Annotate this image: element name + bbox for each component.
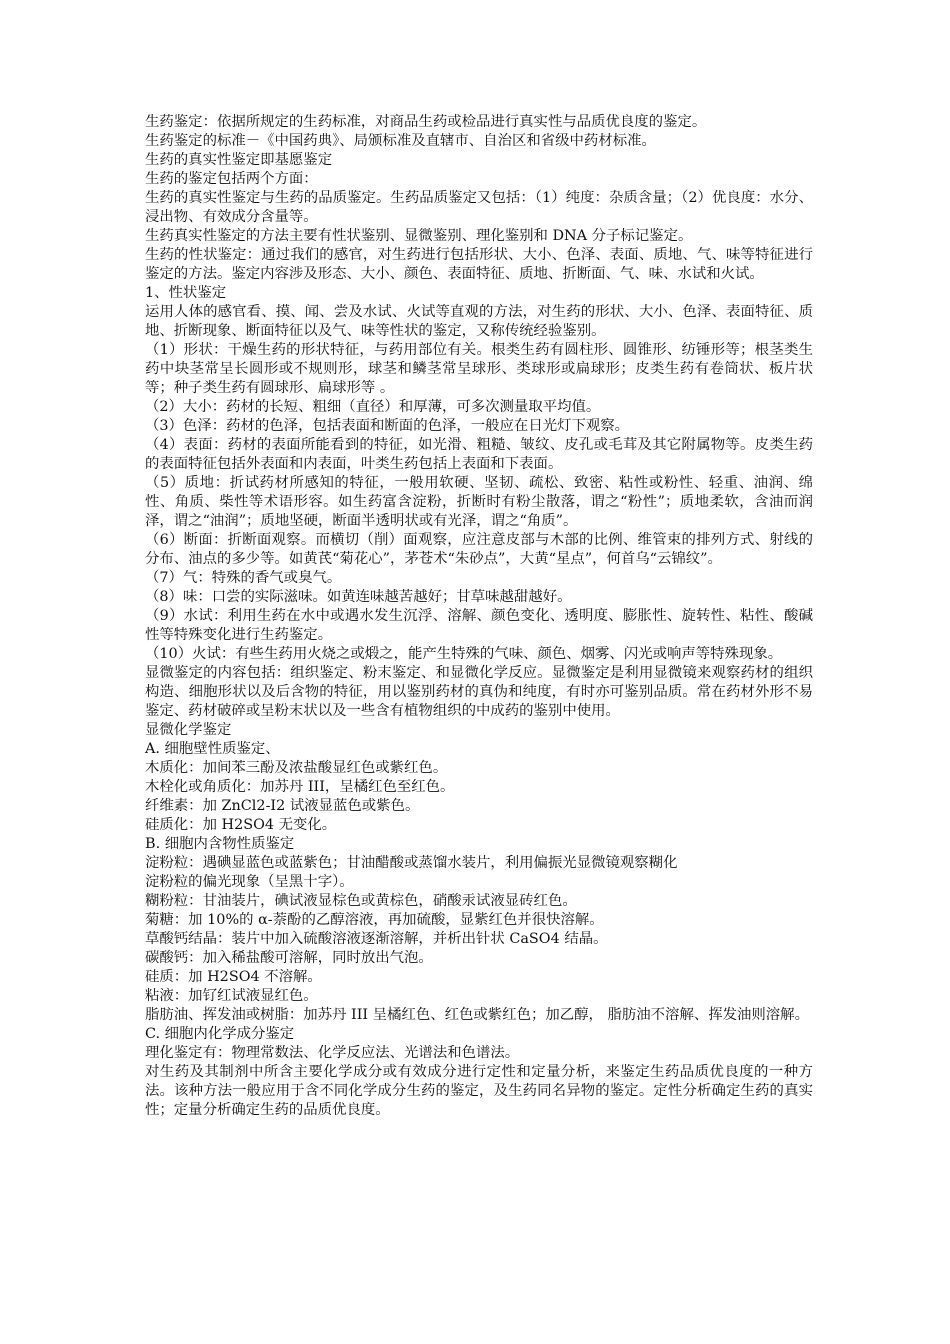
- silica-line: 硅质：加 H2SO4 不溶解。: [145, 969, 322, 985]
- standard-paragraph: 生药鉴定的标准－《中国药典》、局颁标准及直辖市、自治区和省级中药材标准。: [145, 133, 656, 149]
- item-color: （3）色泽：药材的色泽，包括表面和断面的色泽，一般应在日光灯下观察。: [145, 418, 630, 434]
- section-heading-character: 1、性状鉴定: [145, 285, 227, 301]
- calcium-oxalate-line: 草酸钙结晶：装片中加入硫酸溶液逐渐溶解，并析出针状 CaSO4 结晶。: [145, 931, 608, 947]
- item-fracture: （6）断面：折断面观察。而横切（削）面观察，应注意皮部与木部的比例、维管束的排列方式、射线的分布、油点的多少等。如黄芪“菊花心”，茅苍术“朱砂点”，大黄“星点”，何首乌“云锦纹”。: [145, 532, 813, 567]
- character-method-paragraph: 运用人体的感官看、摸、闻、尝及水试、火试等直观的方法，对生药的形状、大小、色泽、表面特征、质地、折断现象、断面特征以及气、味等性状的鉴定，又称传统经验鉴别。: [145, 304, 813, 339]
- subheading-cell-contents: B. 细胞内含物性质鉴定: [145, 836, 295, 852]
- definition-paragraph: 生药鉴定：依据所规定的生药标准，对商品生药或检品进行真实性与品质优良度的鉴定。: [145, 114, 707, 130]
- suberization-line: 木栓化或角质化：加苏丹 III，呈橘红色至红色。: [145, 779, 455, 795]
- item-odor: （7）气：特殊的香气或臭气。: [145, 570, 342, 586]
- item-surface: （4）表面：药材的表面所能看到的特征，如光滑、粗糙、皱纹、皮孔或毛茸及其它附属物等。皮类生药的表面特征包括外表面和内表面，叶类生药包括上表面和下表面。: [145, 437, 813, 472]
- item-texture: （5）质地：折试药材所感知的特征，一般用软硬、坚韧、疏松、致密、粘性或粉性、轻重、油润、绵性、角质、柴性等术语形容。如生药富含淀粉，折断时有粉尘散落，谓之“粉性”；质地柔软，含油而润泽，谓之“油润”；质地坚硬，断面半透明状或有光泽，谓之“角质”。: [145, 475, 813, 529]
- microscopic-paragraph: 显微鉴定的内容包括：组织鉴定、粉末鉴定、和显微化学反应。显微鉴定是利用显微镜来观察药材的组织构造、细胞形状以及后含物的特征，用以鉴别药材的真伪和纯度，有时亦可鉴别品质。常在药材外形不易鉴定、药材破碎或呈粉末状以及一些含有植物组织的中成药的鉴别中使用。: [145, 665, 813, 719]
- calcium-carbonate-line: 碳酸钙：加入稀盐酸可溶解，同时放出气泡。: [145, 950, 433, 966]
- item-shape: （1）形状：干燥生药的形状特征，与药用部位有关。根类生药有圆柱形、圆锥形、纺锤形等；根茎类生药中块茎常呈长圆形或不规则形，球茎和鳞茎常呈球形、类球形或扁球形；皮类生药有卷筒状、板片状等；种子类生药有圆球形、扁球形等 。: [145, 342, 813, 396]
- subheading-chemical-constituents: C. 细胞内化学成分鉴定: [145, 1026, 295, 1042]
- item-taste: （8）味：口尝的实际滋味。如黄连味越苦越好；甘草味越甜越好。: [145, 589, 572, 605]
- inulin-line: 菊糖：加 10%的 α-萘酚的乙醇溶液，再加硫酸，显紫红色并很快溶解。: [145, 912, 604, 928]
- lignification-line: 木质化：加间苯三酚及浓盐酸显红色或紫红色。: [145, 760, 448, 776]
- character-identification-paragraph: 生药的性状鉴定：通过我们的感官，对生药进行包括形状、大小、色泽、表面、质地、气、味等特征进行鉴定的方法。鉴定内容涉及形态、大小、颜色、表面特征、质地、折断面、气、味、水试和火试。: [145, 247, 813, 282]
- mucilage-line: 粘液：加钌红试液显红色。: [145, 988, 318, 1004]
- item-fire-test: （10）火试：有些生药用火烧之或煅之，能产生特殊的气味、颜色、烟雾、闪光或响声等特殊现象。: [145, 646, 783, 662]
- cellulose-line: 纤维素：加 ZnCl2-I2 试液显蓝色或紫色。: [145, 798, 420, 814]
- authenticity-line: 生药的真实性鉴定即基愿鉴定: [145, 152, 333, 168]
- document-body: [145, 113, 813, 1120]
- starch-line: 淀粉粒：遇碘显蓝色或蓝紫色；甘油醋酸或蒸馏水装片，利用偏振光显微镜观察糊化: [145, 855, 678, 871]
- starch-polarization-line: 淀粉粒的偏光现象（呈黑十字）。: [145, 874, 354, 890]
- quality-paragraph: 生药的真实性鉴定与生药的品质鉴定。生药品质鉴定又包括：（1）纯度：杂质含量；（2）优良度：水分、浸出物、有效成分含量等。: [145, 190, 813, 225]
- physicochemical-paragraph: 对生药及其制剂中所含主要化学成分或有效成分进行定性和定量分析，来鉴定生药品质优良度的一种方法。该种方法一般应用于含不同化学成分生药的鉴定，及生药同名异物的鉴定。定性分析确定生药的真实性；定量分析确定生药的品质优良度。: [145, 1064, 813, 1118]
- item-size: （2）大小：药材的长短、粗细（直径）和厚薄，可多次测量取平均值。: [145, 399, 601, 415]
- physicochemical-methods-line: 理化鉴定有：物理常数法、化学反应法、光谱法和色谱法。: [145, 1045, 520, 1061]
- methods-paragraph: 生药真实性鉴定的方法主要有性状鉴别、显微鉴别、理化鉴别和 DNA 分子标记鉴定。: [145, 228, 693, 244]
- two-aspects-line: 生药的鉴定包括两个方面：: [145, 171, 318, 187]
- silicification-line: 硅质化：加 H2SO4 无变化。: [145, 817, 337, 833]
- section-heading-microchemical: 显微化学鉴定: [145, 722, 232, 738]
- item-water-test: （9）水试：利用生药在水中或遇水发生沉浮、溶解、颜色变化、透明度、膨胀性、旋转性、粘性、酸碱性等特殊变化进行生药鉴定。: [145, 608, 813, 643]
- aleurone-line: 糊粉粒：甘油装片，碘试液显棕色或黄棕色，硝酸汞试液显砖红色。: [145, 893, 577, 909]
- oils-resins-line: 脂肪油、挥发油或树脂：加苏丹 III 呈橘红色、红色或紫红色；加乙醇， 脂肪油不溶解、挥发油则溶解。: [145, 1007, 809, 1023]
- subheading-cell-wall: A. 细胞壁性质鉴定、: [145, 741, 280, 757]
